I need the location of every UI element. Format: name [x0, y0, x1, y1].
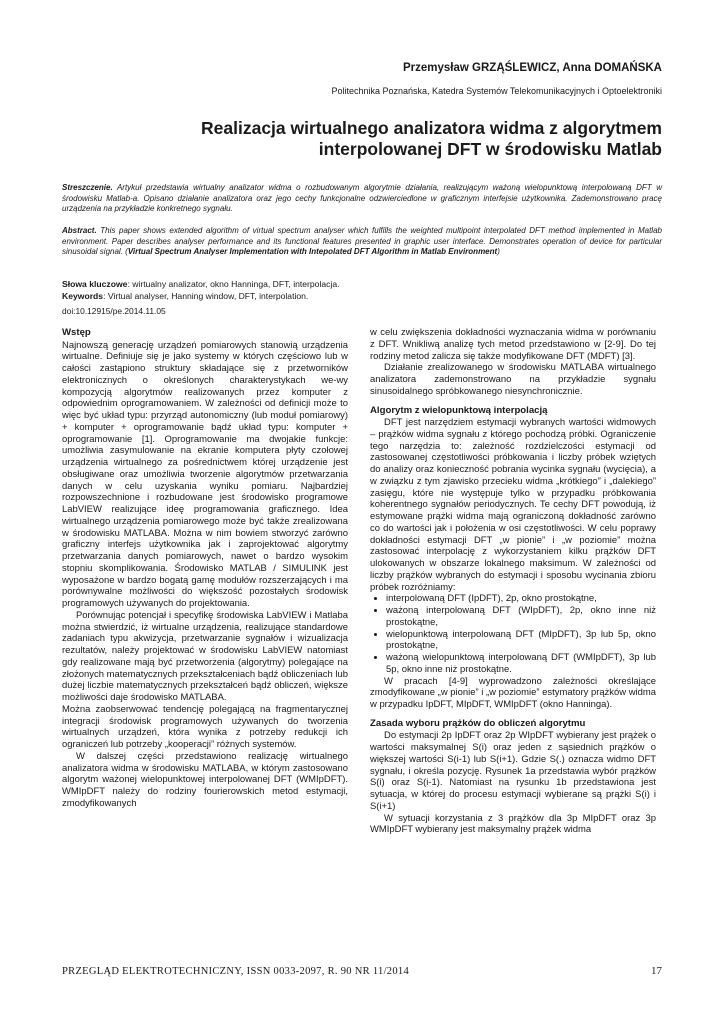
- abstract-close: ): [497, 247, 500, 257]
- paragraph: Do estymacji 2p IpDFT oraz 2p WIpDFT wybierany jest prążek o wartości maksymalnej S(i) oraz jeden z sąsiednich prążków o większej wartości S(i-1) lub S(i+1). Gdzie S(.) oznacza widmo DFT sygnału, i określa pozycję. Rysunek 1a przedstawia wybór prążków S(i) oraz S(i-1). Natomiast na rysunku 1b przedstawiona jest sytuacja, w której do procesu estymacji wybierane są prążki S(i) i S(i+1): [370, 730, 656, 812]
- keywords-english-label: Keywords: [62, 291, 104, 301]
- keywords-polish-label: Słowa kluczowe: [62, 279, 128, 289]
- heading-algorithm: Algorytm z wielopunktową interpolacją: [370, 404, 548, 416]
- keywords-polish-text: : wirtualny analizator, okno Hanninga, DFT, interpolacja.: [127, 279, 340, 289]
- heading-selection: Zasada wyboru prążków do obliczeń algorytmu: [370, 717, 586, 729]
- page-number: 17: [651, 965, 662, 977]
- list-item: • ważoną interpolowaną DFT (WIpDFT), 2p, okno inne niż prostokątne,: [386, 605, 656, 629]
- english-title: Virtual Spectrum Analyser Implementation with Intepolated DFT Algorithm in Matlab Environment: [127, 247, 498, 257]
- journal-footer: PRZEGLĄD ELEKTROTECHNICZNY, ISSN 0033-2097, R. 90 NR 11/2014: [62, 966, 410, 977]
- abstract-polish: [62, 183, 662, 215]
- affiliation: Politechnika Poznańska, Katedra Systemów Telekomunikacyjnych i Optoelektroniki: [331, 86, 662, 96]
- abstract-polish-text: Artykuł przedstawia wirtualny analizator widma o rozbudowanym algorytmie działania, realizującym ważoną wielopunktową interpolowaną DFT w środowisku Matlab-a. Opisano działanie analizatora oraz jego cechy funkcjonalne odzwierciedlone w graficznym interfejsie użytkownika. Zademonstrowano pracę urządzenia na przykładzie konkretnego sygnału.: [62, 183, 662, 214]
- paragraph: Można zaobserwować tendencję polegającą na fragmentarycznej integracji środowisk programowych używanych do tworzenia wirtualnych urządzeń, która wynika z potrzeby redukcji ich ograniczeń lub potrzeby „kooperacji” różnych systemów.: [62, 703, 348, 750]
- paragraph: W dalszej części przedstawiono realizację wirtualnego analizatora widma w środowisku MATLABA, w którym zastosowano algorytm ważonej wielopunktowej interpolowanej DFT (WMIpDFT). WMIpDFT należy do rodziny fourierowskich metod estymacji, zmodyfikowanych: [62, 750, 348, 809]
- abstract-english: [62, 226, 662, 258]
- paragraph: DFT jest narzędziem estymacji wybranych wartości widmowych – prążków widma sygnału z którego pochodzą próbki. Ograniczenie tego narzędzia to: zależność rozdzielczości estymacji od zastosowanej częstotliwości próbkowania i liczby próbek wziętych do analizy oraz konieczność pobrania wycinka sygnału (wycięcia), a w związku z tym zjawisko przecieku widma „krótkiego” i „dalekiego” zasięgu, które nie występuje tylko w przypadku próbkowania koherentnego sygnałów periodycznych. Te cechy DFT powodują, iż estymowane prążki widma mają ograniczoną dokładność zarówno co do wartości jak i położenia w osi częstotliwości. W celu poprawy dokładności estymacji DFT „w pionie” i „w poziomie” można zastosować interpolację z wykorzystaniem kilku prążków DFT ulokowanych w obszarze lokalnego maksimum. W zależności od liczby prążków wybranych do estymacji i sposobu wycinania zbioru próbek rozróżniamy:: [370, 417, 656, 593]
- abstract-polish-label: Streszczenie.: [62, 183, 113, 192]
- paragraph: W pracach [4-9] wyprowadzono zależności określające zmodyfikowane „w pionie” i „w poziomie” estymatory prążków widma w przypadku IpDFT, MIpDFT, WMIpDFT (okno Hanninga).: [370, 675, 656, 710]
- abstract-english-text: This paper shows extended algorithm of virtual spectrum analyser which fulfills the weighted multipoint interpolated DFT method implemented in Matlab environment. Paper describes analyser performance and its functional features presented in graphic user interface. Demonstrates operation of device for particular sinusoidal signal. (: [62, 226, 662, 257]
- paragraph: w celu zwiększenia dokładności wyznaczania widma w porównaniu z DFT. Wnikliwą analizę tych metod przedstawiono w [2-9]. Do tej rodziny metod zalicza się także modyfikowane DFT (MDFT) [3].: [370, 327, 656, 362]
- paragraph: Porównując potencjał i specyfikę środowiska LabVIEW i Matlaba można stwierdzić, iż wirtualne urządzenia, realizujące standardowe zadaniach typu akwizycja, przetwarzanie sygnałów i wizualizacja rezultatów, należy projektować w środowisku LabVIEW natomiast gdy realizowane mają być przetworzenia (algorytmy) polegające na złożonych matematycznych przekształceniach bądź obliczeniach lub dużej liczbie matematycznych przekształceń bądź obliczeń, większe możliwości daje środowisko MATLABA.: [62, 609, 348, 703]
- list-item: • wielopunktową interpolowaną DFT (MIpDFT), 3p lub 5p, okno prostokątne,: [386, 629, 656, 653]
- paragraph: Działanie zrealizowanego w środowisku MATLABA wirtualnego analizatora zademonstrowano na przykładzie sygnału sinusoidalnego spróbkowanego niesynchronicznie.: [370, 362, 656, 397]
- paper-title: Realizacja wirtualnego analizatora widma z algorytmem interpolowanej DFT w środowisku Matlab: [201, 118, 662, 159]
- heading-intro: Wstęp: [62, 327, 91, 338]
- paragraph: W sytuacji korzystania z 3 prążków dla 3p MIpDFT oraz 3p WMIpDFT wybierany jest maksymalny prążek widma: [370, 812, 656, 836]
- keywords-polish: [62, 279, 662, 291]
- keywords-english: [62, 291, 662, 303]
- left-column: [62, 327, 348, 810]
- keywords-english-text: : Virtual analyser, Hanning window, DFT, interpolation.: [103, 291, 309, 301]
- method-list: [370, 593, 656, 675]
- doi: doi:10.12915/pe.2014.11.05: [62, 306, 166, 316]
- list-item: • interpolowaną DFT (IpDFT), 2p, okno prostokątne,: [386, 593, 656, 605]
- authors: Przemysław GRZĄŚLEWICZ, Anna DOMAŃSKA: [403, 62, 662, 74]
- right-column: [370, 327, 656, 836]
- abstract-english-label: Abstract.: [62, 226, 97, 235]
- list-item: • ważoną wielopunktową interpolowaną DFT (WMIpDFT), 3p lub 5p, okno inne niż prostokątne.: [386, 652, 656, 676]
- paragraph: Najnowszą generację urządzeń pomiarowych stanowią urządzenia wirtualne. Definiuje się je jako systemy w których częściowo lub w całości zastąpiono struktury składające się z przetworników elektronicznych o określonych charakterystykach we-wy kompozycją algorytmów realizowanych przez komputer z odpowiednim oprogramowaniem. W zależności od definicji może to więc być układ typu: przyrząd autonomiczny (lub moduł pomiarowy) + komputer + oprogramowanie bądź układ typu: komputer + oprogramowanie [1]. Oprogramowanie ma dwojakie funkcje: umożliwia zasymulowanie na ekranie komputera płyty czołowej urządzenia wirtualnego za pośrednictwem której urządzenie jest obsługiwane oraz umożliwia tworzenie algorytmów przetwarzania danych w celu uzyskania wyniku pomiaru. Najbardziej rozpowszechnione i rozbudowane jest środowisko programowe LabVIEW realizujące ideę programowania graficznego. Idea wirtualnego urządzenia pomiarowego może być także zrealizowana w środowisku MATLABA. Można w nim bowiem stworzyć zarówno graficzny interfejs użytkownika jak i zaprojektować algorytmy przetwarzania danych pomiarowych, nawet o bardzo wysokim stopniu skomplikowania. Środowisko MATLAB / SIMULINK jest wyposażone w bardzo bogatą gamę modułów rozszerzających i ma porównywalne możliwości do większość pozostałych środowisk programowych używanych do projektowania.: [62, 339, 348, 609]
